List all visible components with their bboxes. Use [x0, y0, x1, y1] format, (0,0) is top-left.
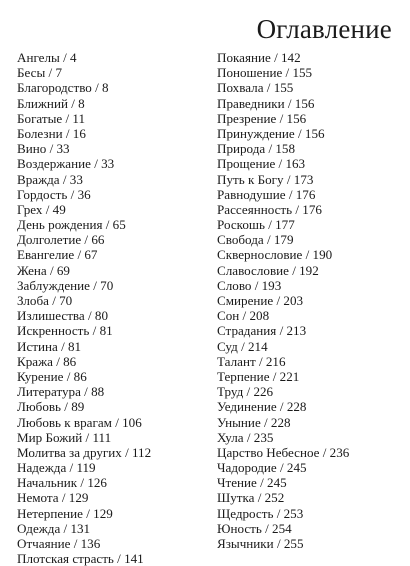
- toc-entry: Вино / 33: [17, 141, 70, 157]
- toc-entry: Любовь к врагам / 106: [17, 414, 142, 430]
- toc-entry: Роскошь / 177: [217, 217, 295, 233]
- toc-entry: Царство Небесное / 236: [217, 444, 350, 460]
- toc-entry: Болезни / 16: [17, 125, 86, 141]
- toc-entry: Заблуждение / 70: [17, 277, 114, 293]
- toc-entry: Злоба / 70: [17, 293, 73, 308]
- toc-entry: Нетерпение / 129: [17, 505, 113, 521]
- toc-entry: Немота / 129: [17, 490, 89, 506]
- toc-entry: Сон / 208: [217, 308, 270, 324]
- toc-entry: Рассеянность / 176: [217, 201, 322, 217]
- toc-entry: Язычники / 255: [217, 536, 304, 551]
- toc-entry: Ангелы / 4: [17, 50, 77, 65]
- toc-entry: Вражда / 33: [17, 171, 83, 187]
- toc-entry: Долголетие / 66: [17, 232, 105, 248]
- toc-entry: Любовь / 89: [17, 399, 85, 415]
- toc-entry: Слово / 193: [217, 277, 282, 293]
- toc-entry: Гордость / 36: [17, 186, 91, 202]
- toc-entry: Труд / 226: [217, 384, 274, 400]
- toc-entry: Богатые / 11: [17, 110, 86, 126]
- toc-entry: Истина / 81: [17, 338, 82, 354]
- toc-entry: Славословие / 192: [217, 262, 319, 278]
- toc-entry: Шутка / 252: [217, 490, 285, 506]
- toc-entry: День рождения / 65: [17, 217, 126, 233]
- toc-entry: Курение / 86: [17, 368, 87, 384]
- toc-entry: Уныние / 228: [217, 414, 291, 430]
- toc-entry: Мир Божий / 111: [17, 429, 112, 445]
- toc-entry: Сквернословие / 190: [217, 247, 333, 263]
- toc-entry: Отчаяние / 136: [17, 536, 101, 551]
- toc-entry: Равнодушие / 176: [217, 186, 316, 202]
- page-title: Оглавление: [256, 14, 392, 44]
- toc-entry: Поношение / 155: [217, 65, 313, 81]
- toc-entry: Страдания / 213: [217, 323, 307, 339]
- toc-entry: Свобода / 179: [217, 232, 294, 248]
- toc-entry: Ближний / 8: [17, 95, 85, 111]
- toc-column-right: [217, 50, 407, 551]
- toc-entry: Плотская страсть / 141: [17, 551, 144, 566]
- toc-entry: Природа / 158: [217, 141, 296, 157]
- toc-entry: Грех / 49: [17, 201, 66, 217]
- toc-entry: Прощение / 163: [217, 156, 306, 172]
- toc-entry: Покаяние / 142: [217, 50, 301, 65]
- toc-entry: Благородство / 8: [17, 80, 109, 96]
- toc-entry: Чадородие / 245: [217, 460, 307, 476]
- toc-entry: Излишества / 80: [17, 308, 109, 324]
- toc-entry: Искренность / 81: [17, 323, 113, 339]
- toc-entry: Уединение / 228: [217, 399, 307, 415]
- toc-entry: Презрение / 156: [217, 110, 307, 126]
- toc-entry: Воздержание / 33: [17, 156, 115, 172]
- toc-entry: Евангелие / 67: [17, 247, 98, 263]
- toc-entry: Жена / 69: [17, 262, 70, 278]
- toc-entry: Молитва за других / 112: [17, 444, 152, 460]
- toc-entry: Терпение / 221: [217, 368, 300, 384]
- toc-entry: Суд / 214: [217, 338, 268, 354]
- toc-entry: Начальник / 126: [17, 475, 107, 491]
- toc-entry: Юность / 254: [217, 520, 292, 536]
- toc-entry: Кража / 86: [17, 353, 77, 369]
- toc-entry: Принуждение / 156: [217, 125, 325, 141]
- toc-entry: Талант / 216: [217, 353, 286, 369]
- toc-entry: Литература / 88: [17, 384, 105, 400]
- toc-entry: Хула / 235: [217, 429, 274, 445]
- toc-entry: Одежда / 131: [17, 520, 91, 536]
- toc-column-left: [17, 50, 217, 566]
- toc-entry: Бесы / 7: [17, 65, 62, 81]
- toc-entry: Чтение / 245: [217, 475, 287, 491]
- toc-entry: Смирение / 203: [217, 293, 304, 308]
- toc-entry: Путь к Богу / 173: [217, 171, 314, 187]
- toc-entry: Надежда / 119: [17, 460, 96, 476]
- toc-entry: Щедрость / 253: [217, 505, 304, 521]
- toc-entry: Праведники / 156: [217, 95, 315, 111]
- toc-entry: Похвала / 155: [217, 80, 294, 96]
